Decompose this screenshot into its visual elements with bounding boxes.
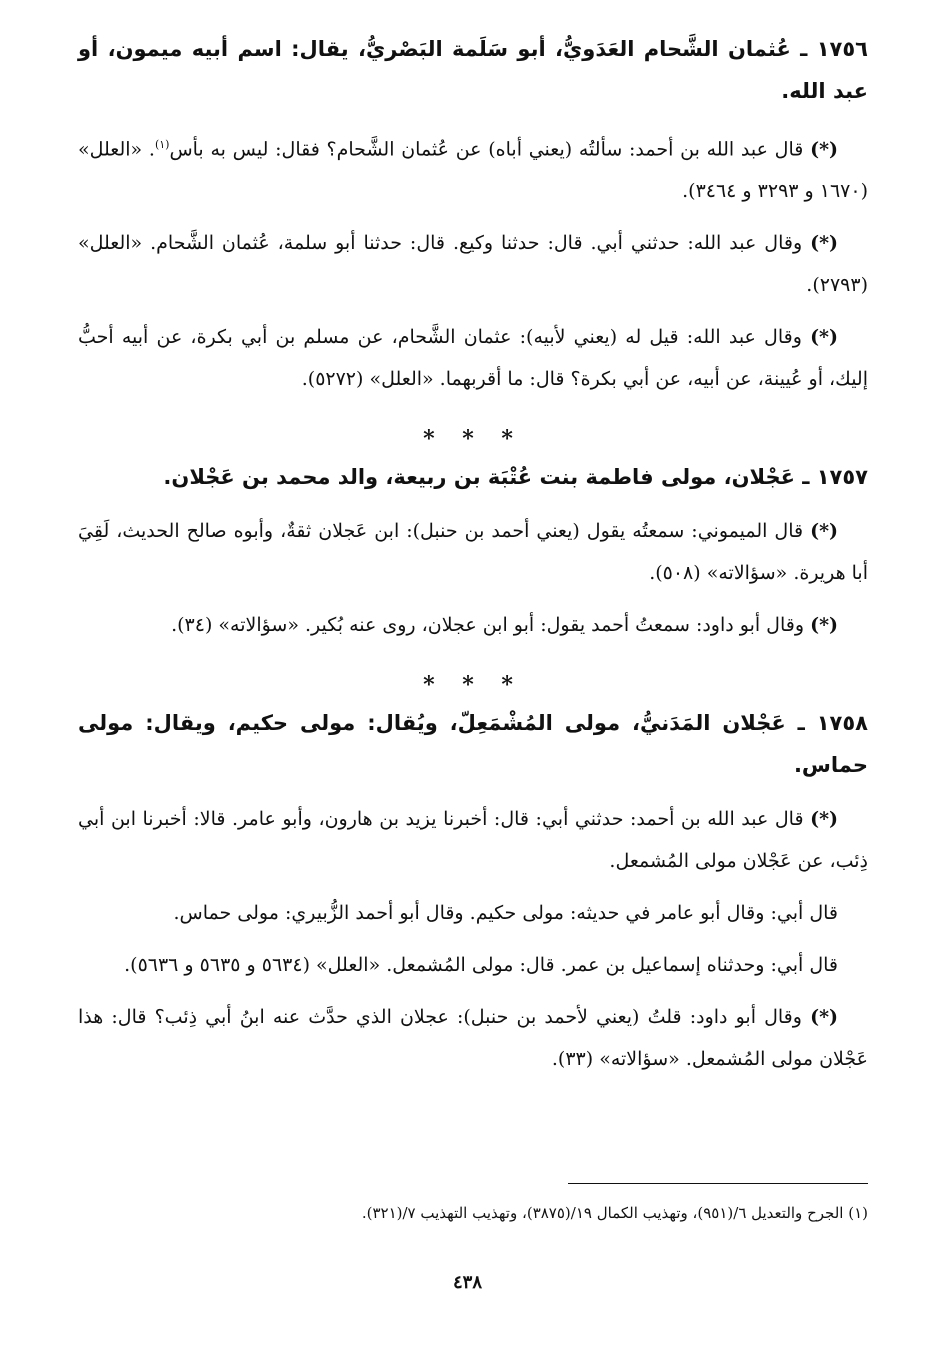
paragraph-text: قال أبي: وحدثناه إسماعيل بن عمر. قال: مولى المُشمعل. «العلل» (٥٦٣٤ و ٥٦٣٥ و ٥٦٣٦).	[124, 954, 838, 977]
paragraph-text: وقال أبو داود: سمعتُ أحمد يقول: أبو ابن عجلان، روى عنه بُكير. «سؤالاته» (٣٤).	[171, 614, 805, 637]
section-separator: * * *	[423, 426, 523, 453]
entry-paragraph	[78, 510, 868, 594]
entry-1756	[78, 28, 868, 400]
paragraph-marker: (*)	[810, 232, 838, 255]
entry-heading: ١٧٥٨ ـ عَجْلان المَدَنيُّ، مولى المُشْمَعِلّ، ويُقال: مولى حكيم، ويقال: مولى حماس.	[78, 711, 868, 778]
entry-paragraph	[78, 222, 868, 306]
entry-paragraph	[78, 996, 868, 1080]
paragraph-marker: (*)	[810, 1006, 838, 1029]
footnote: (١) الجرح والتعديل ٦/(٩٥١)، وتهذيب الكمال ١٩/(٣٨٧٥)، وتهذيب التهذيب ٧/(٣٢١).	[361, 1204, 868, 1222]
paragraph-marker: (*)	[810, 520, 838, 543]
footnote-ref[interactable]: (١)	[154, 138, 170, 151]
page-body	[78, 28, 868, 1090]
section-separator: * * *	[423, 672, 523, 699]
entry-paragraph	[78, 944, 868, 986]
paragraph-text: وقال أبو داود: قلتُ (يعني لأحمد بن حنبل): عجلان الذي حدَّث عنه ابنُ أبي ذِئب؟ قال: هذا عَجْلان مولى المُشمعل. «سؤالاته» (٣٣).	[78, 1006, 868, 1071]
paragraph-marker: (*)	[810, 808, 839, 831]
paragraph-text: وقال عبد الله: حدثني أبي. قال: حدثنا وكيع. قال: حدثنا أبو سلمة، عُثمان الشَّحام. «العلل» (٢٧٩٣).	[78, 232, 868, 297]
entry-paragraph	[78, 124, 868, 212]
entry-heading: ١٧٥٦ ـ عُثمان الشَّحام العَدَويُّ، أبو سَلَمة البَصْريُّ، يقال: اسم أبيه ميمون، أو عبد الله.	[78, 37, 868, 103]
footnote-divider	[568, 1183, 868, 1184]
paragraph-text: قال عبد الله بن أحمد: حدثني أبي: قال: أخبرنا يزيد بن هارون، وأبو عامر. قالا: أخبرنا ابن أبي ذِئب، عن عَجْلان مولى المُشمعل.	[78, 808, 868, 873]
entry-paragraph	[78, 798, 868, 882]
paragraph-text: وقال عبد الله: قيل له (يعني لأبيه): عثمان الشَّحام، عن مسلم بن أبي بكرة، عن أبيه أحبُّ إليك، أو عُيينة، عن أبيه، عن أبي بكرة؟ قال: ما أقربهما. «العلل» (٥٢٧٢).	[78, 326, 868, 391]
entry-1757	[78, 456, 868, 646]
entry-paragraph	[78, 604, 868, 646]
entry-paragraph	[78, 892, 868, 934]
paragraph-text: قال الميموني: سمعتُه يقول (يعني أحمد بن حنبل): ابن عَجلان ثقةٌ، وأبوه صالح الحديث، لَقِيَ أبا هريرة. «سؤالاته» (٥٠٨).	[78, 520, 868, 585]
entry-paragraph	[78, 316, 868, 400]
paragraph-text: قال عبد الله بن أحمد: سألتُه (يعني أباه) عن عُثمان الشَّحام؟ فقال: ليس به بأس	[169, 138, 804, 161]
entry-1758	[78, 702, 868, 1080]
entry-heading: ١٧٥٧ ـ عَجْلان، مولى فاطمة بنت عُتْبَة بن ربيعة، والد محمد بن عَجْلان.	[163, 465, 868, 490]
paragraph-marker: (*)	[810, 614, 838, 637]
paragraph-marker: (*)	[810, 326, 838, 349]
page-number: ٤٣٨	[452, 1272, 482, 1293]
paragraph-tail: . «العلل» (١٦٧٠ و ٣٢٩٣ و ٣٤٦٤).	[78, 138, 868, 203]
paragraph-text: قال أبي: وقال أبو عامر في حديثه: مولى حكيم. وقال أبو أحمد الزُّبيري: مولى حماس.	[173, 902, 838, 925]
paragraph-marker: (*)	[810, 138, 838, 161]
